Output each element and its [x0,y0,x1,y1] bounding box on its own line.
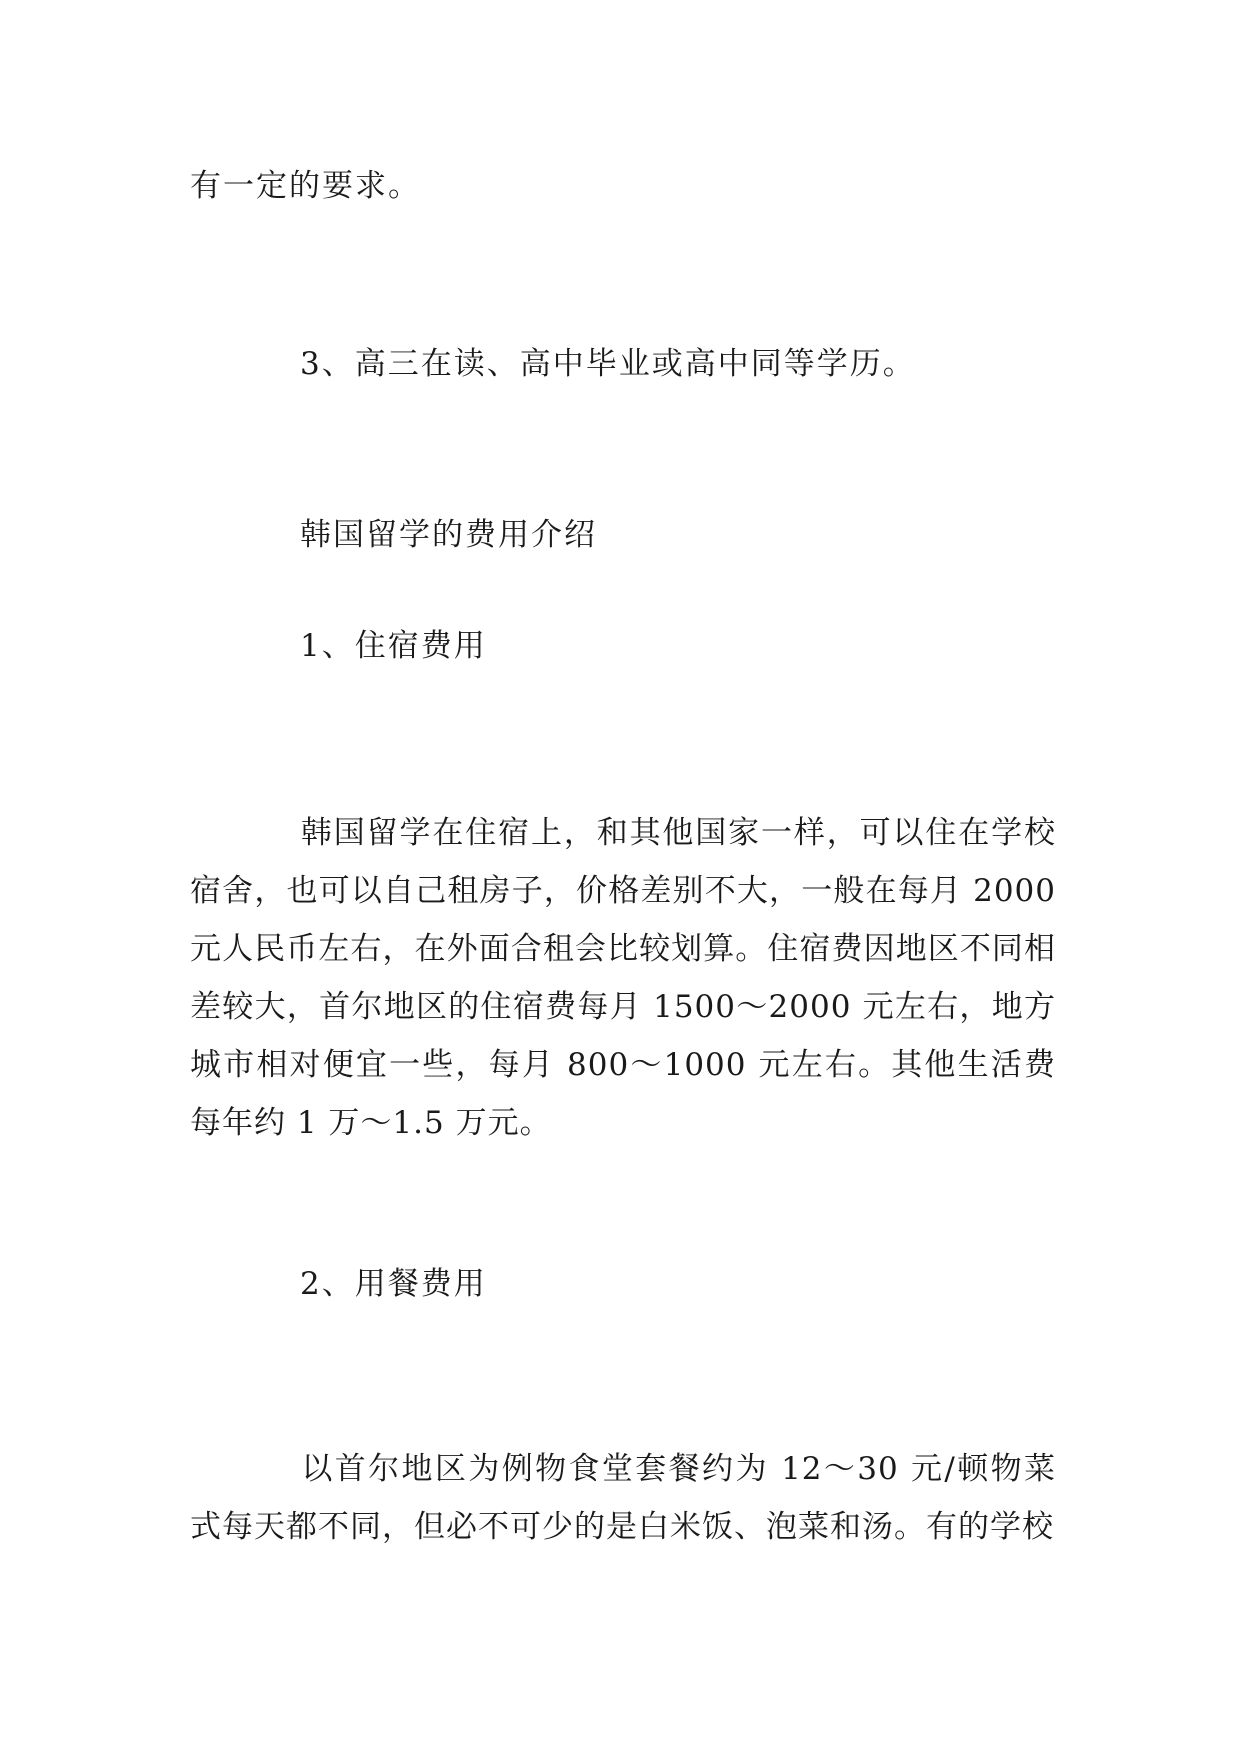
paragraph-dining [190,1440,1056,1556]
paragraph-continued: 有一定的要求。 [190,168,421,204]
paragraph-accommodation [190,804,1056,1152]
paragraph-accommodation-text: 韩国留学在住宿上，和其他国家一样，可以住在学校宿舍，也可以自己租房子，价格差别不大，一般在每月 2000 元人民币左右，在外面合租会比较划算。住宿费因地区不同相差较大，首尔地区的住宿费每月 1500～2000 元左右，地方城市相对便宜一些，每月 800～1000 元左右。其他生活费每年约 1 万～1.5 万元。 [190,815,1056,1141]
section-heading-costs: 韩国留学的费用介绍 [300,517,597,553]
subheading-dining: 2、用餐费用 [300,1266,487,1302]
subheading-accommodation: 1、住宿费用 [300,628,487,664]
list-item-requirement-3: 3、高三在读、高中毕业或高中同等学历。 [300,346,916,382]
paragraph-dining-text: 以首尔地区为例物食堂套餐约为 12～30 元/顿物菜式每天都不同，但必不可少的是白米饭、泡菜和汤。有的学校 [190,1451,1056,1545]
